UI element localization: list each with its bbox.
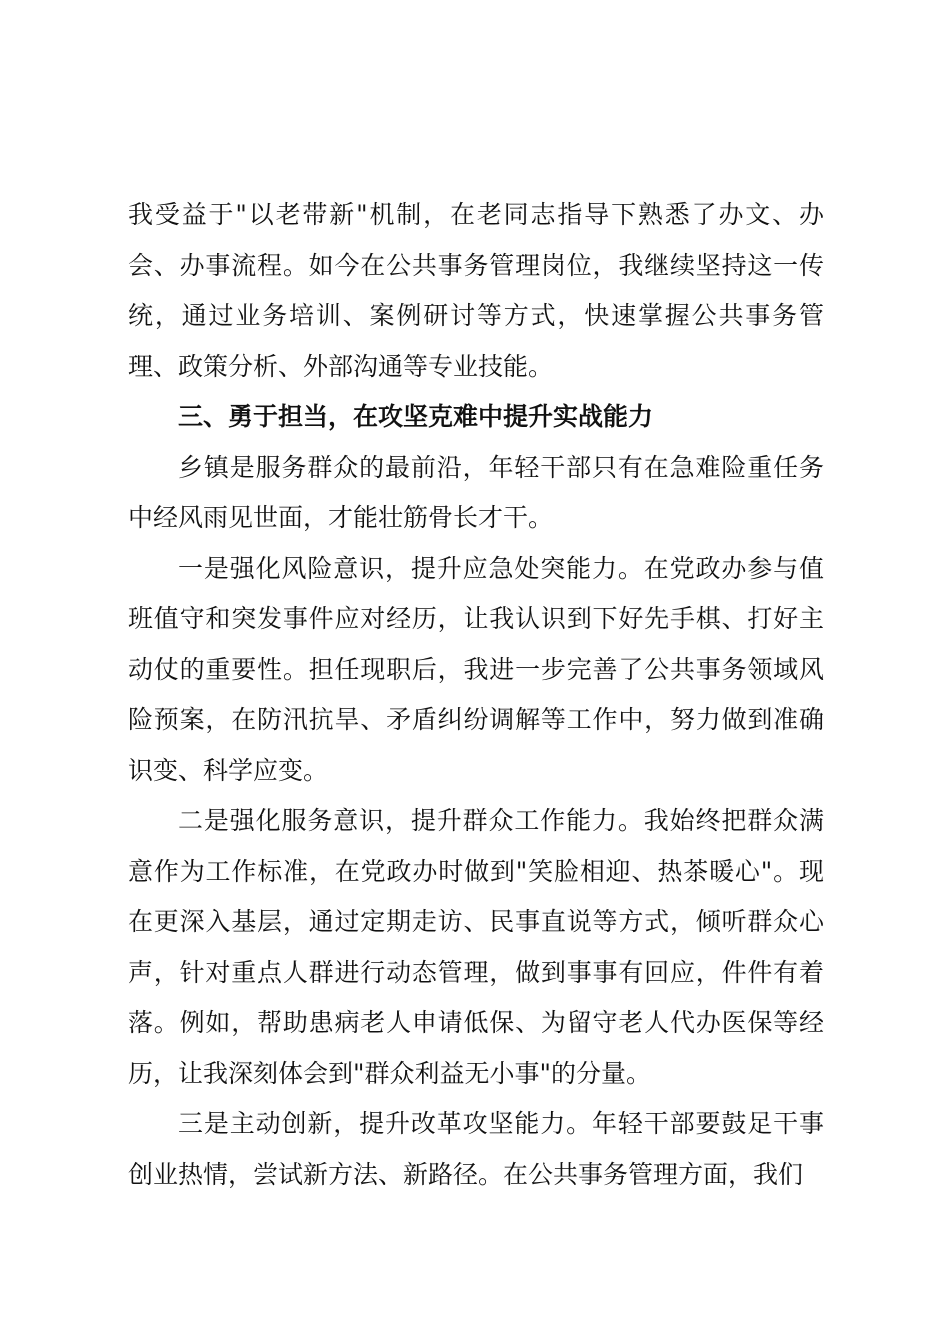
paragraph-experience: 我受益于"以老带新"机制，在老同志指导下熟悉了办文、办会、办事流程。如今在公共事务管理岗位，我继续坚持这一传统，通过业务培训、案例研讨等方式，快速掌握公共事务管理、政策分析、外部沟通等专业技能。	[128, 200, 824, 381]
paragraph-innovation: 三是主动创新，提升改革攻坚能力。年轻干部要鼓足干事创业热情，尝试新方法、新路径。在公共事务管理方面，我们	[128, 1109, 824, 1189]
paragraph-intro: 乡镇是服务群众的最前沿，年轻干部只有在急难险重任务中经风雨见世面，才能壮筋骨长才干。	[128, 452, 824, 532]
document-body	[128, 190, 824, 1200]
paragraph-risk-awareness: 一是强化风险意识，提升应急处突能力。在党政办参与值班值守和突发事件应对经历，让我认识到下好先手棋、打好主动仗的重要性。担任现职后，我进一步完善了公共事务领域风险预案，在防汛抗旱、矛盾纠纷调解等工作中，努力做到准确识变、科学应变。	[128, 553, 824, 785]
paragraph-service-awareness: 二是强化服务意识，提升群众工作能力。我始终把群众满意作为工作标准，在党政办时做到"笑脸相迎、热茶暖心"。现在更深入基层，通过定期走访、民事直说等方式，倾听群众心声，针对重点人群进行动态管理，做到事事有回应，件件有着落。例如，帮助患病老人申请低保、为留守老人代办医保等经历，让我深刻体会到"群众利益无小事"的分量。	[128, 806, 824, 1088]
section-heading-3: 三、勇于担当，在攻坚克难中提升实战能力	[178, 402, 654, 431]
